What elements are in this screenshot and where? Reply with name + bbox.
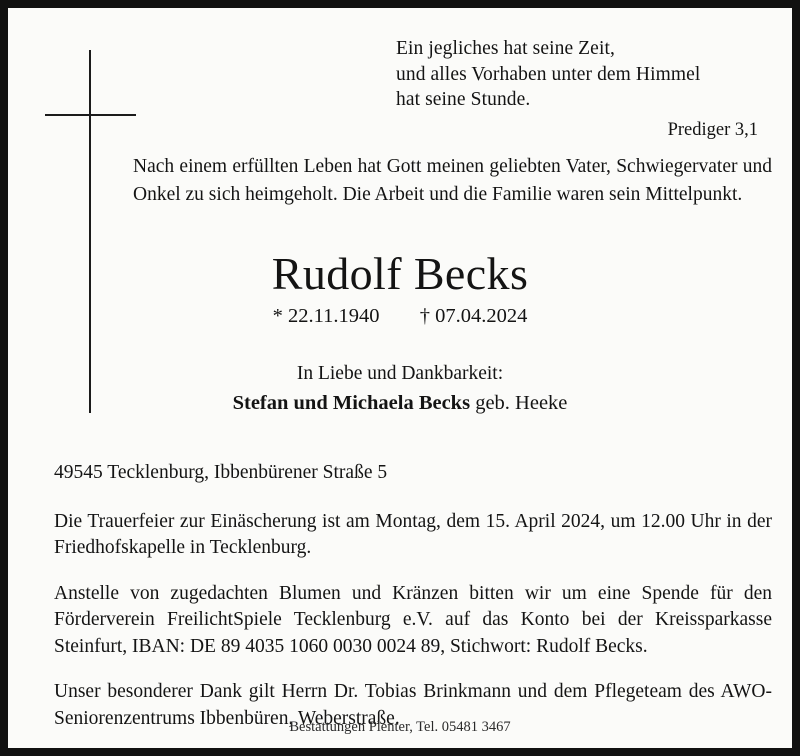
birth-date: 22.11.1940 xyxy=(288,305,380,327)
donation-request: Anstelle von zugedachten Blumen und Kränzen bitten wir um eine Spende für den Förderverein FreilichtSpiele Tecklenburg e.V. auf das Konto bei der Kreissparkasse Steinfurt, IBAN: DE 89 4035 1060 0030 0024 89, Stichwort: Rudolf Becks. xyxy=(54,582,772,657)
dedication-lead: In Liebe und Dankbarkeit: xyxy=(296,363,504,384)
deceased-name: Rudolf Becks xyxy=(271,248,529,299)
birth-symbol: * xyxy=(272,305,283,327)
epigraph-line-2: und alles Vorhaben unter dem Himmel xyxy=(396,63,701,85)
survivors-line xyxy=(8,389,792,417)
deceased-name-block xyxy=(8,248,792,329)
funeral-service-info: Die Trauerfeier zur Einäscherung ist am Montag, dem 15. April 2024, um 12.00 Uhr in der Friedhofskapelle in Tecklenburg. xyxy=(54,510,772,558)
dedication-block xyxy=(8,360,792,417)
epigraph-line-3: hat seine Stunde. xyxy=(396,89,531,110)
thanks-note: Unser besonderer Dank gilt Herrn Dr. Tobias Brinkmann und dem Pflegeteam des AWO-Seniorenzentrums Ibbenbüren, Weberstraße. xyxy=(54,681,772,729)
epigraph-quote xyxy=(396,36,772,141)
details-block xyxy=(54,460,772,732)
family-address: 49545 Tecklenburg, Ibbenbürener Straße 5 xyxy=(54,462,388,483)
death-symbol: † xyxy=(419,305,430,327)
intro-paragraph: Nach einem erfüllten Leben hat Gott meinen geliebten Vater, Schwiegervater und Onkel zu sich heimgeholt. Die Arbeit und die Familie waren sein Mittelpunkt. xyxy=(133,156,772,205)
survivors-names: Stefan und Michaela Becks xyxy=(232,392,471,414)
notice-paper xyxy=(8,8,792,748)
cross-vertical-stroke xyxy=(89,50,91,413)
cross-horizontal-stroke xyxy=(45,114,136,116)
deceased-dates xyxy=(8,303,792,329)
death-date: 07.04.2024 xyxy=(435,305,528,327)
survivors-maiden-name: geb. Heeke xyxy=(470,392,568,414)
funeral-home-footer: Bestattungen Plenter, Tel. 05481 3467 xyxy=(289,719,511,735)
epigraph-source: Prediger 3,1 xyxy=(667,119,758,140)
epigraph-line-1: Ein jegliches hat seine Zeit, xyxy=(396,38,615,59)
